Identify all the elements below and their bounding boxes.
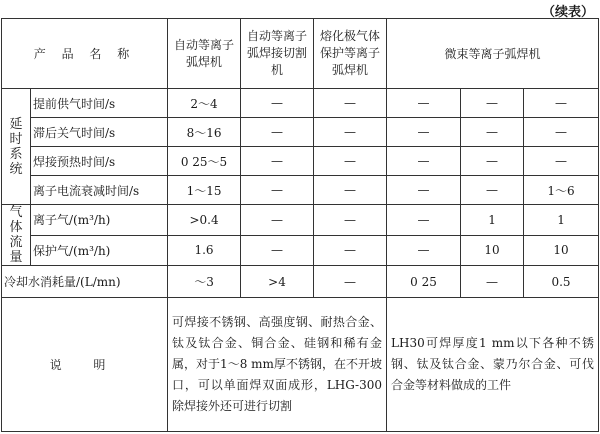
cell: 1～15 (168, 176, 241, 205)
header-row (2, 19, 599, 89)
table-row (2, 89, 599, 118)
cell: — (387, 89, 461, 118)
cell: >4 (241, 266, 314, 298)
cell: — (314, 176, 387, 205)
cell: 2～4 (168, 89, 241, 118)
cell: — (524, 147, 599, 176)
col-micro-plasma-welder: 微束等离子弧焊机 (387, 19, 599, 89)
cell: 1 (524, 205, 599, 236)
group-delay-system: 延时系统 (2, 89, 31, 205)
table-row (2, 205, 599, 236)
continued-label: （续表） (541, 5, 594, 20)
notes-right: LH30可焊厚度1 mm以下各种不锈钢、钛及钛合金、蒙乃尔合金、可伐合金等材料做成的工件 (387, 298, 599, 432)
cell: — (241, 118, 314, 147)
table-row (2, 118, 599, 147)
cell: — (314, 89, 387, 118)
table-row (2, 176, 599, 205)
product-name-header: 产 品 名 称 (2, 19, 168, 89)
cell: — (241, 205, 314, 236)
cell: — (524, 118, 599, 147)
cell: 1～6 (524, 176, 599, 205)
cell: — (461, 147, 524, 176)
row-label: 滞后关气时间/s (31, 118, 168, 147)
group-gas-flow: 气体流量 (2, 205, 31, 266)
cell: — (241, 89, 314, 118)
cell: 10 (524, 235, 599, 266)
cell: — (461, 89, 524, 118)
cell: 0.5 (524, 266, 599, 298)
table-row (2, 147, 599, 176)
col-auto-plasma-weld-cut: 自动等离子弧焊接切割机 (241, 19, 314, 89)
cell: — (314, 147, 387, 176)
cell: — (461, 118, 524, 147)
row-label: 冷却水消耗量/(L/mn) (2, 266, 168, 298)
cell: — (314, 235, 387, 266)
cell: — (461, 266, 524, 298)
cell: — (387, 235, 461, 266)
row-label: 提前供气时间/s (31, 89, 168, 118)
cell: — (241, 176, 314, 205)
row-label: 离子气/(m³/h) (31, 205, 168, 236)
cell: — (314, 118, 387, 147)
welder-spec-table (1, 18, 599, 432)
cell: — (524, 89, 599, 118)
col-auto-plasma-welder: 自动等离子弧焊机 (168, 19, 241, 89)
cell: 1.6 (168, 235, 241, 266)
notes-row (2, 298, 599, 432)
cell: — (387, 176, 461, 205)
notes-label: 说 明 (2, 298, 168, 432)
cell: — (461, 176, 524, 205)
row-label: 保护气/(m³/h) (31, 235, 168, 266)
cell: >0.4 (168, 205, 241, 236)
cell: 10 (461, 235, 524, 266)
notes-left: 可焊接不锈钢、高强度钢、耐热合金、钛及钛合金、铜合金、硅钢和稀有金属，对于1～8 mm厚不锈钢，在不开坡口，可以单面焊双面成形，LHG-300除焊接外还可进行切割 (168, 298, 387, 432)
table-row (2, 266, 599, 298)
cell: — (241, 147, 314, 176)
table-row (2, 235, 599, 266)
cell: 1 (461, 205, 524, 236)
col-mig-plasma-welder: 熔化极气体保护等离子弧焊机 (314, 19, 387, 89)
cell: 8～16 (168, 118, 241, 147)
cell: — (314, 205, 387, 236)
row-label: 焊接预热时间/s (31, 147, 168, 176)
row-label: 离子电流衰减时间/s (31, 176, 168, 205)
cell: 0 25 (387, 266, 461, 298)
cell: — (387, 205, 461, 236)
cell: — (387, 147, 461, 176)
cell: 0 25～5 (168, 147, 241, 176)
cell: — (241, 235, 314, 266)
cell: — (387, 118, 461, 147)
cell: ～3 (168, 266, 241, 298)
cell: — (314, 266, 387, 298)
